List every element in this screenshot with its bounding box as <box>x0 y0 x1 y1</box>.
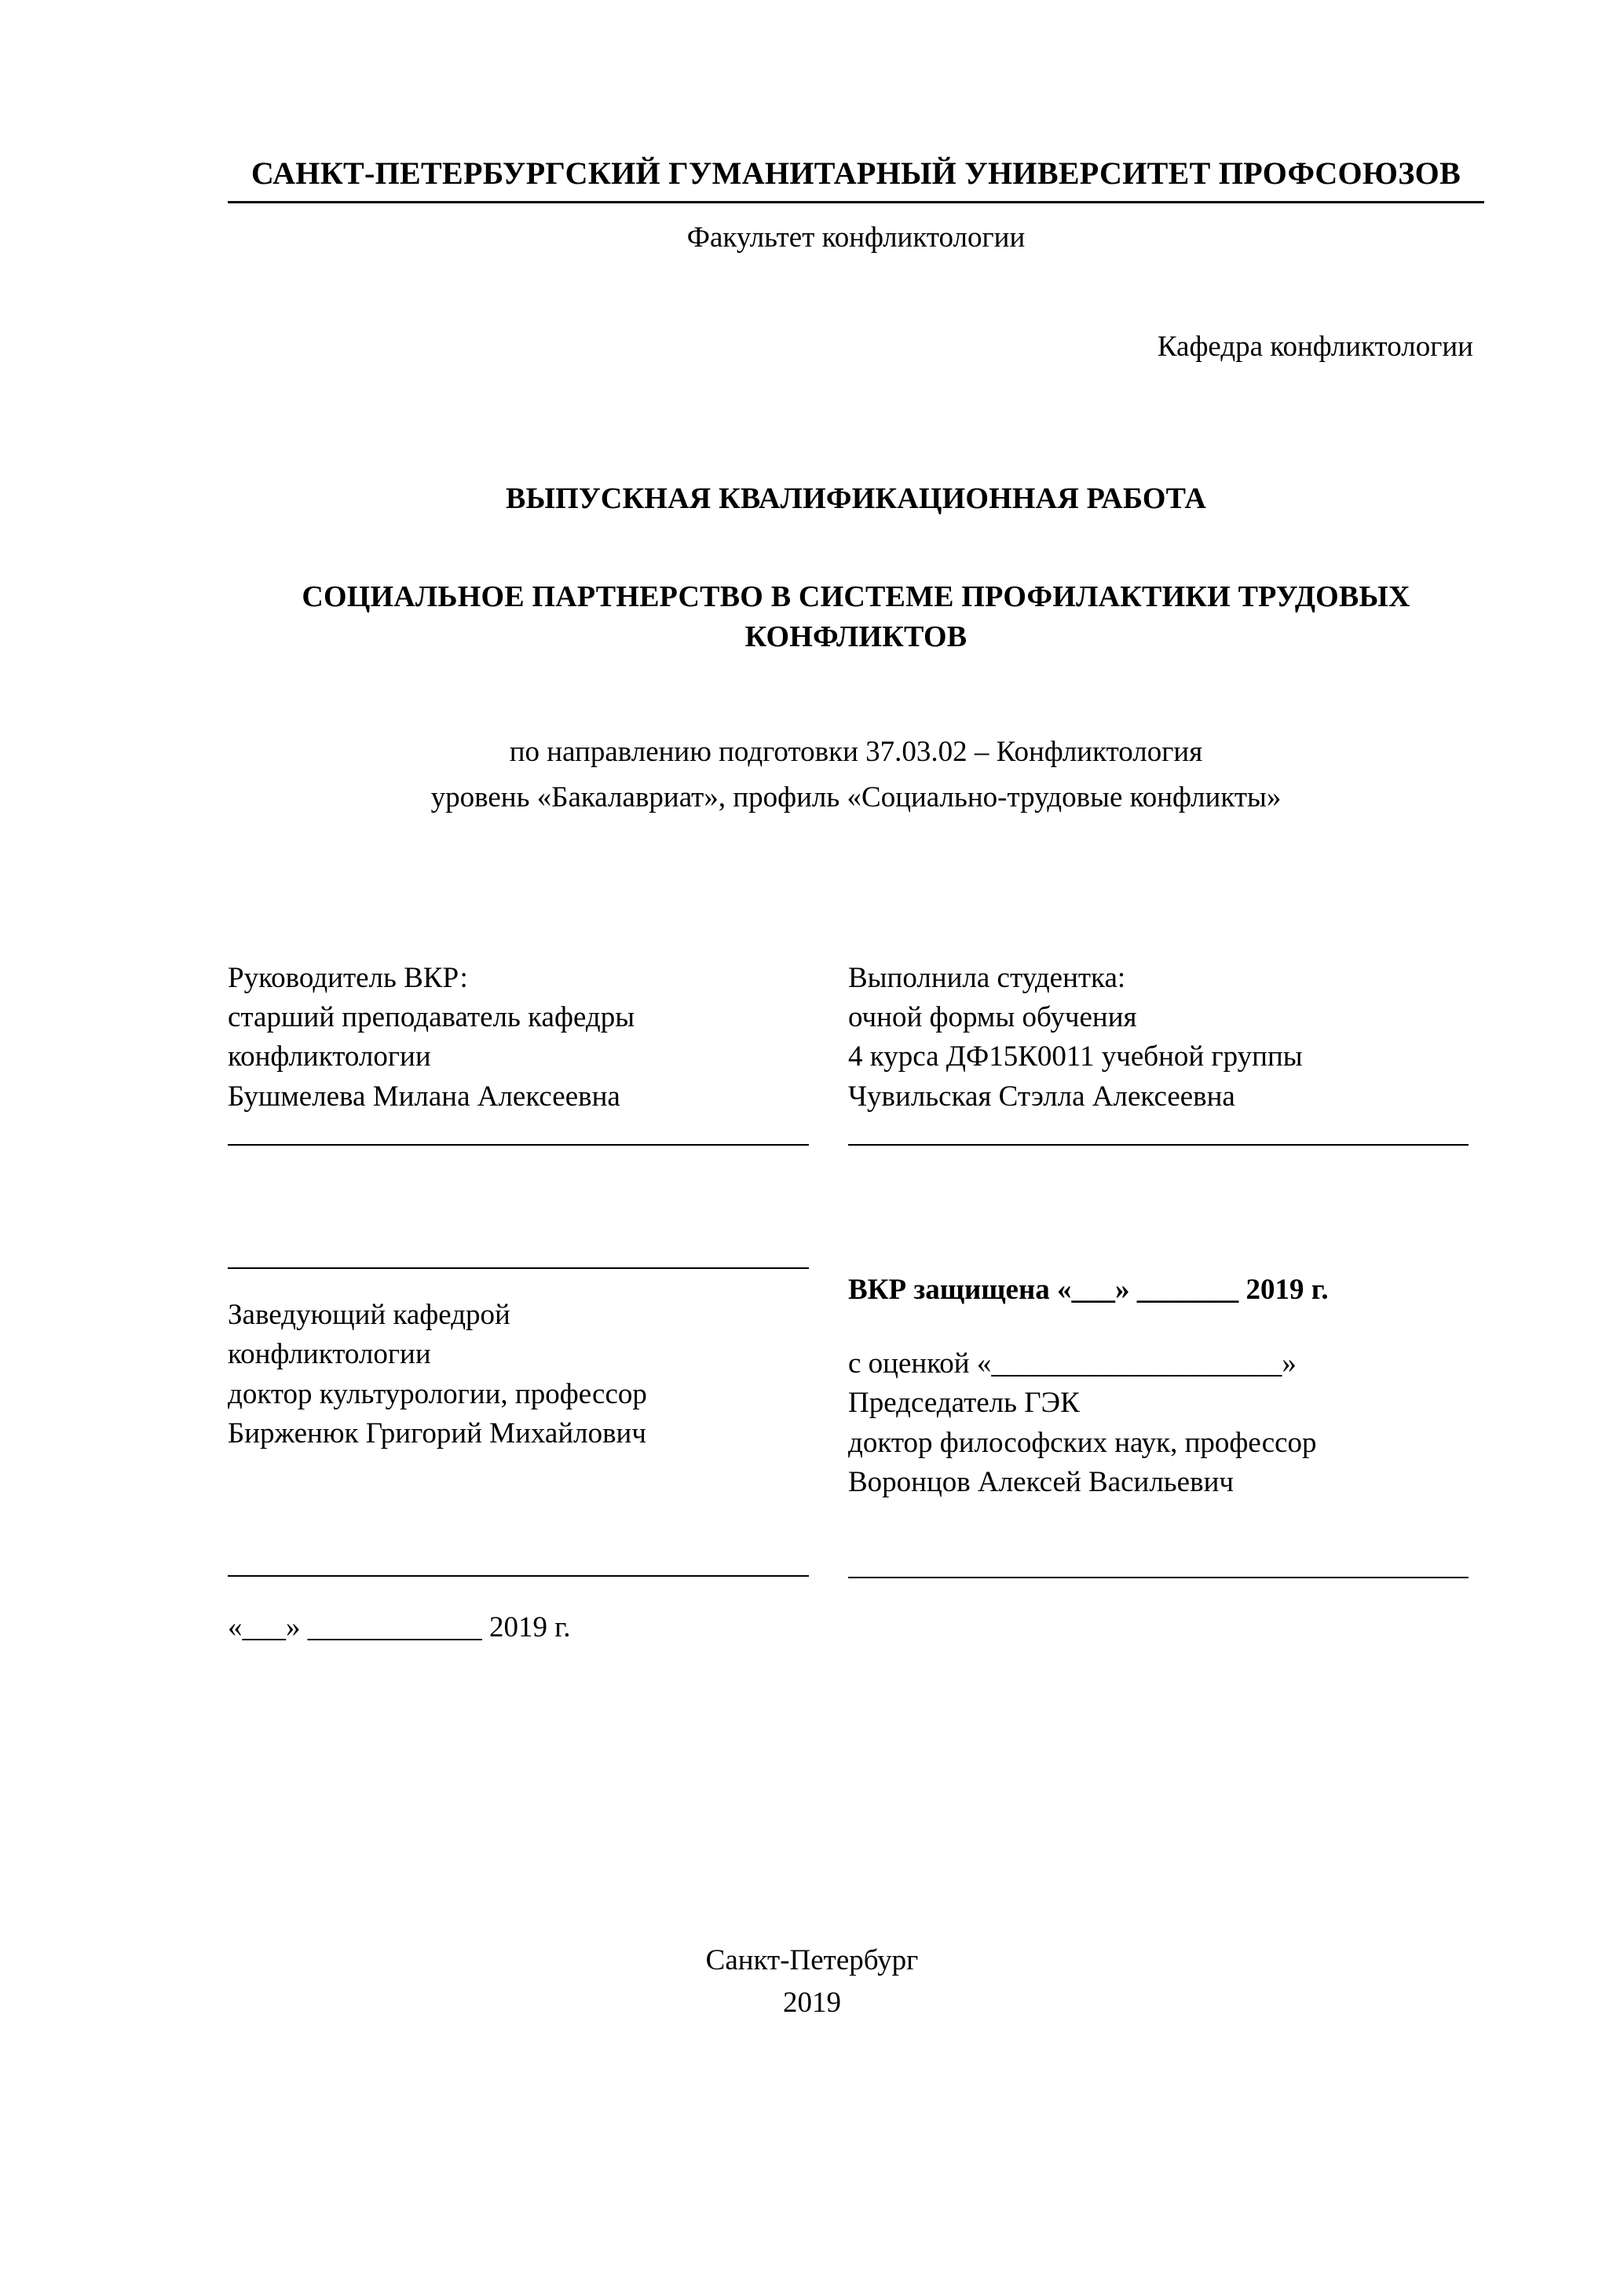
signature-block-top <box>228 959 1484 1644</box>
student-block <box>848 959 1476 1579</box>
footer-city: Санкт-Петербург <box>705 1944 919 1976</box>
chair-signature-line <box>848 1576 1469 1578</box>
work-title: СОЦИАЛЬНОЕ ПАРТНЕРСТВО В СИСТЕМЕ ПРОФИЛАКТИКИ ТРУДОВЫХ КОНФЛИКТОВ <box>302 580 1410 654</box>
grade-line: с оценкой «____________________» <box>848 1347 1297 1380</box>
supervisor-position-2: конфликтологии <box>228 1040 431 1073</box>
chair-degree: доктор философских наук, профессор <box>848 1426 1317 1459</box>
department-name: Кафедра конфликтологии <box>1157 331 1473 364</box>
defence-date-line: ВКР защищена «___» _______ 2019 г. <box>848 1274 1329 1307</box>
date-line: «___» ____________ 2019 г. <box>228 1611 571 1644</box>
header-divider <box>228 201 1484 203</box>
footer-year: 2019 <box>783 1986 841 2019</box>
faculty-name: Факультет конфликтологии <box>686 221 1026 254</box>
head-name: Бирженюк Григорий Михайлович <box>228 1417 646 1450</box>
student-label: Выполнила студентка: <box>848 961 1126 994</box>
chair-name: Воронцов Алексей Васильевич <box>848 1466 1234 1499</box>
head-degree: доктор культурологии, профессор <box>228 1377 647 1410</box>
head-label: Заведующий кафедрой <box>228 1299 510 1332</box>
work-type-heading: ВЫПУСКНАЯ КВАЛИФИКАЦИОННАЯ РАБОТА <box>506 482 1206 516</box>
document-footer <box>0 1940 1624 2024</box>
supervisor-label: Руководитель ВКР: <box>228 961 468 994</box>
student-name: Чувильская Стэлла Алексеевна <box>848 1080 1235 1113</box>
program-line-2: уровень «Бакалавриат», профиль «Социально-трудовые конфликты» <box>430 781 1282 814</box>
program-line-1: по направлению подготовки 37.03.02 – Конфликтология <box>509 735 1203 768</box>
student-group: 4 курса ДФ15К0011 учебной группы <box>848 1040 1303 1073</box>
document-content <box>228 153 1484 1644</box>
supervisor-block <box>228 959 825 1648</box>
university-title: САНКТ-ПЕТЕРБУРГСКИЙ ГУМАНИТАРНЫЙ УНИВЕРСИТЕТ ПРОФСОЮЗОВ <box>251 155 1461 191</box>
supervisor-position-1: старший преподаватель кафедры <box>228 1001 635 1034</box>
supervisor-name: Бушмелева Милана Алексеевна <box>228 1080 620 1113</box>
chair-label: Председатель ГЭК <box>848 1387 1080 1420</box>
head-department: конфликтологии <box>228 1338 431 1371</box>
student-form: очной формы обучения <box>848 1001 1137 1034</box>
